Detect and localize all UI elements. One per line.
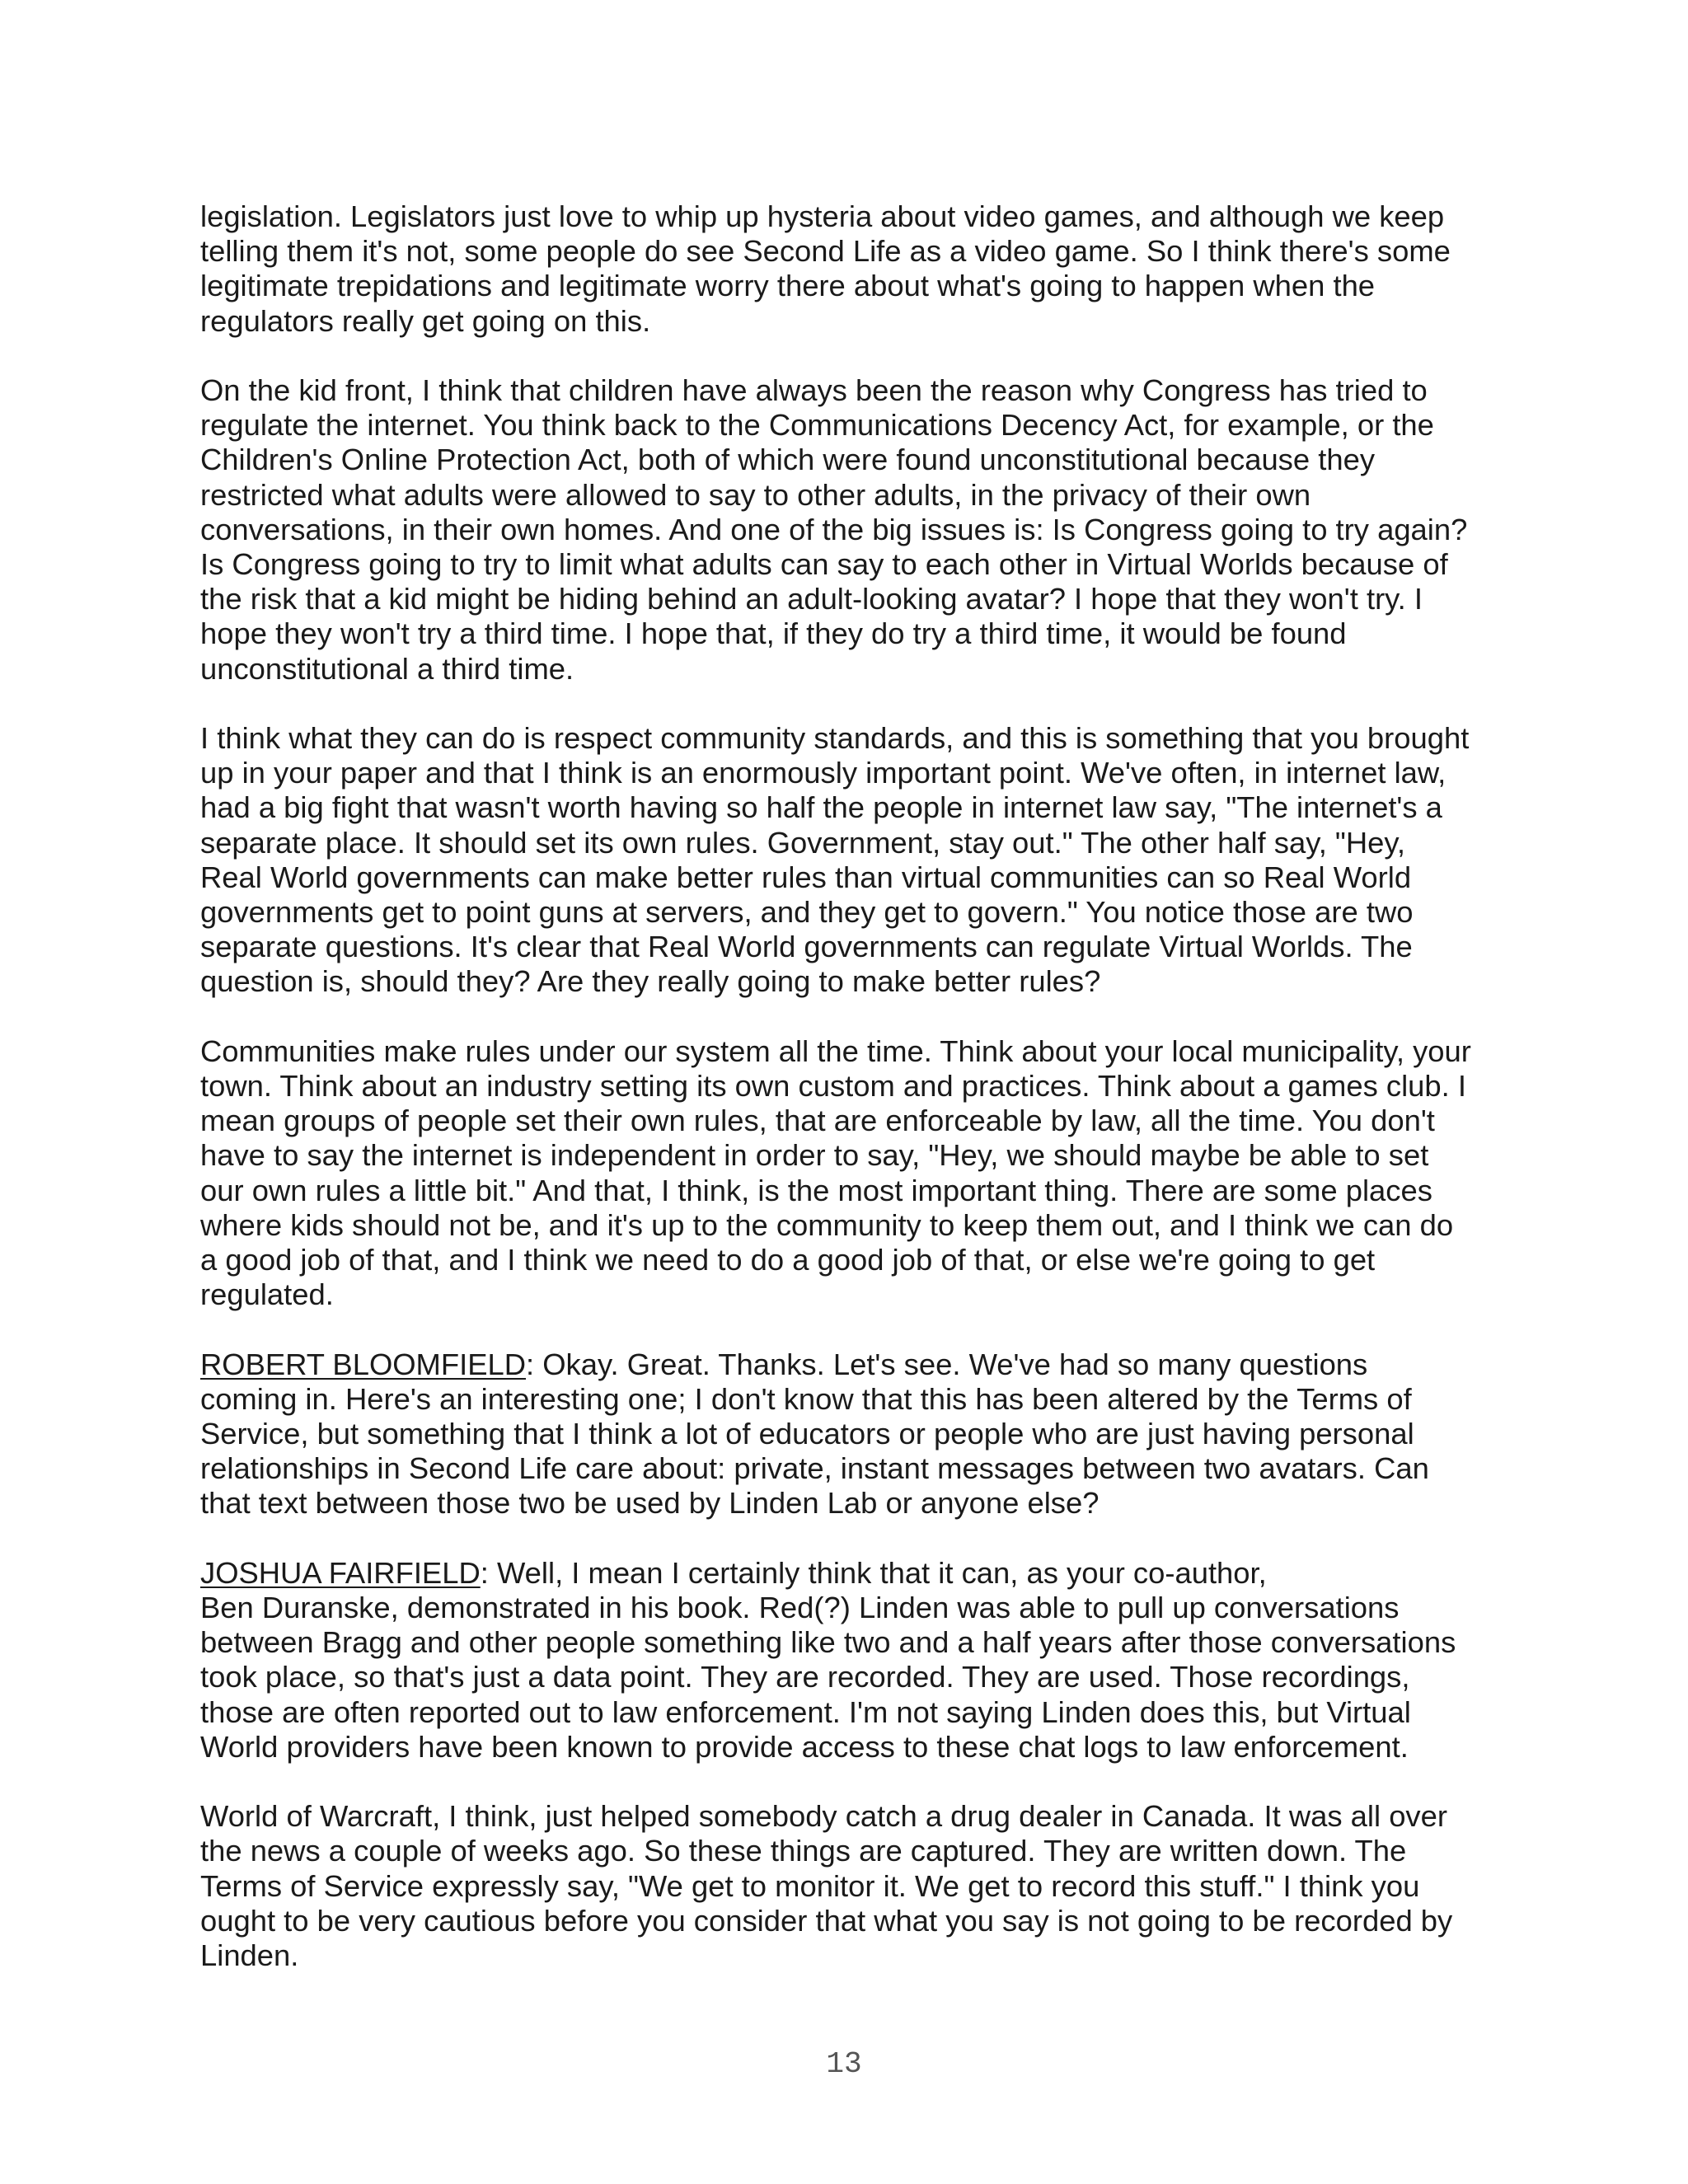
paragraph-3 [200, 721, 1503, 1000]
paragraph-text: I think what they can do is respect community standards, and this is something that you brought up in your paper and that I think is an enormously important point. We've often, in internet law, had a big fight that wasn't worth having so half the people in internet law say, "The internet's a separate place. It should set its own rules. Government, stay out." The other half say, "Hey, Real World governments can make better rules than virtual communities can so Real World governments get to point guns at servers, and they get to govern." You notice those are two separate questions. It's clear that Real World governments can regulate Virtual Worlds. The question is, should they? Are they really going to make better rules? [200, 721, 1470, 999]
paragraph-2 [200, 373, 1503, 687]
paragraph-text: Communities make rules under our system all the time. Think about your local municipality, your town. Think about an industry setting its own custom and practices. Think about a games club. I mean groups of people set their own rules, that are enforceable by law, all the time. You don't have to say the internet is independent in order to say, "Hey, we should maybe be able to set our own rules a little bit." And that, I think, is the most important thing. There are some places where kids should not be, and it's up to the community to keep them out, and I think we can do a good job of that, and I think we need to do a good job of that, or else we're going to get regulated. [200, 1033, 1471, 1312]
paragraph-text: On the kid front, I think that children have always been the reason why Congress has tried to regulate the internet. You think back to the Communications Decency Act, for example, or the Children's Online Protection Act, both of which were found unconstitutional because they restricted what adults were allowed to say to other adults, in the privacy of their own conversations, in their own homes. And one of the big issues is: Is Congress going to try again? Is Congress going to try to limit what adults can say to each other in Virtual Worlds because of the risk that a kid might be hiding behind an adult-looking avatar? I hope that they won't try. I hope they won't try a third time. I hope that, if they do try a third time, it would be found unconstitutional a third time. [200, 373, 1468, 686]
speaker-separator: : [480, 1555, 497, 1590]
paragraph-1 [200, 199, 1503, 339]
page-number: 13 [826, 2047, 862, 2081]
paragraph-text: Well, I mean I certainly think that it can, as your co-author, Ben Duranske, demonstrated in his book. Red(?) Linden was able to pull up conversations between Bragg and other people something like two and a half years after those conversations took place, so that's just a data point. They are recorded. They are used. Those recordings, those are often reported out to law enforcement. I'm not saying Linden does this, but Virtual World providers have been known to provide access to these chat logs to law enforcement. [200, 1555, 1456, 1764]
speaker-separator: : [526, 1347, 543, 1381]
paragraph-text: legislation. Legislators just love to whip up hysteria about video games, and although we keep telling them it's not, some people do see Second Life as a video game. So I think there's some legitimate trepidations and legitimate worry there about what's going to happen when the regulators really get going on this. [200, 199, 1451, 338]
paragraph-text: World of Warcraft, I think, just helped somebody catch a drug dealer in Canada. It was all over the news a couple of weeks ago. So these things are captured. They are written down. The Terms of Service expressly say, "We get to monitor it. We get to record this stuff." I think you ought to be very cautious before you consider that what you say is not going to be recorded by Linden. [200, 1799, 1453, 1973]
transcript-body [200, 199, 1503, 2008]
speaker-name: ROBERT BLOOMFIELD [200, 1347, 527, 1381]
paragraph-6 [200, 1556, 1503, 1765]
paragraph-text: Okay. Great. Thanks. Let's see. We've had so many questions coming in. Here's an interesting one; I don't know that this has been altered by the Terms of Service, but something that I think a lot of educators or people who are just having personal relationships in Second Life care about: private, instant messages between two avatars. Can that text between those two be used by Linden Lab or anyone else? [200, 1347, 1429, 1521]
paragraph-5 [200, 1347, 1503, 1521]
paragraph-7 [200, 1799, 1503, 1973]
speaker-name: JOSHUA FAIRFIELD [200, 1555, 481, 1590]
paragraph-4 [200, 1034, 1503, 1313]
